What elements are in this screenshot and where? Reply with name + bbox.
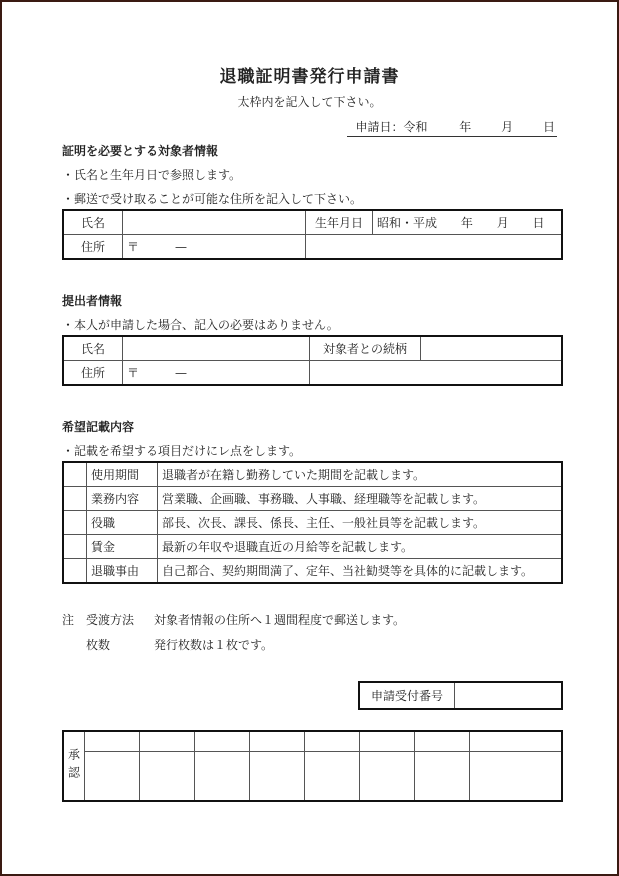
item-label: 退職事由 (87, 559, 158, 584)
birthdate-era: 昭和・平成 (377, 216, 438, 230)
approval-table (62, 730, 563, 802)
section2-title: 提出者情報 (62, 294, 123, 308)
approval-title-cell[interactable] (140, 731, 195, 751)
section2-note: ・本人が申請した場合、記入の必要はありません。 (62, 318, 339, 332)
postal-mark: 〒 (127, 366, 140, 380)
address-field[interactable] (306, 235, 563, 260)
submitter-name-label: 氏名 (63, 336, 123, 361)
delivery-label: 受渡方法 (86, 613, 135, 627)
approval-title-cell[interactable] (195, 731, 250, 751)
approval-stamp-cell[interactable] (470, 751, 563, 801)
section3-note: ・記載を希望する項目だけにレ点をします。 (62, 444, 302, 458)
checkbox-duties[interactable] (63, 487, 87, 511)
target-person-table (62, 209, 563, 260)
approval-title-cell[interactable] (250, 731, 305, 751)
approval-stamp-cell[interactable] (250, 751, 305, 801)
submitter-address-label: 住所 (63, 361, 123, 386)
item-desc: 最新の年収や退職直近の月給等を記載します。 (158, 535, 563, 559)
content-items-table (62, 461, 563, 584)
date-year: 年 (459, 120, 472, 134)
item-desc: 部長、次長、課長、係長、主任、一般社員等を記載します。 (158, 511, 563, 535)
approval-title-cell[interactable] (415, 731, 470, 751)
name-label: 氏名 (63, 210, 123, 235)
birthdate-year: 年 (460, 216, 473, 230)
postal-dash: — (175, 366, 188, 380)
document-subtitle: 太枠内を記入して下さい。 (237, 95, 382, 109)
submitter-name-field[interactable] (123, 336, 310, 361)
reception-number-field[interactable] (455, 682, 563, 709)
approval-stamp-cell[interactable] (85, 751, 140, 801)
section1-note-2: ・郵送で受け取ることが可能な住所を記入して下さい。 (62, 192, 363, 206)
approval-stamp-cell[interactable] (195, 751, 250, 801)
approval-stamp-cell[interactable] (360, 751, 415, 801)
date-label: 申請日：令和 (355, 120, 428, 134)
item-label: 業務内容 (87, 487, 158, 511)
checkbox-wage[interactable] (63, 535, 87, 559)
delivery-text: 対象者情報の住所へ１週間程度で郵送します。 (154, 613, 406, 627)
count-text: 発行枚数は１枚です。 (154, 638, 274, 652)
postal-mark: 〒 (127, 240, 140, 254)
footer-notes (62, 608, 405, 658)
section1-note-1: ・氏名と生年月日で参照します。 (62, 168, 242, 182)
approval-label: 承認 (63, 731, 85, 801)
note-mark: 注 (62, 613, 75, 627)
birthdate-day: 日 (532, 216, 545, 230)
approval-stamp-cell[interactable] (140, 751, 195, 801)
postal-dash: — (175, 240, 188, 254)
checkbox-position[interactable] (63, 511, 87, 535)
submitter-table (62, 335, 563, 386)
approval-title-cell[interactable] (305, 731, 360, 751)
approval-stamp-cell[interactable] (415, 751, 470, 801)
approval-title-cell[interactable] (470, 731, 563, 751)
item-desc: 自己都合、契約期間満了、定年、当社勧奨等を具体的に記載します。 (158, 559, 563, 584)
approval-title-cell[interactable] (85, 731, 140, 751)
submitter-address-field[interactable] (310, 361, 563, 386)
relation-field[interactable] (421, 336, 563, 361)
document-title: 退職証明書発行申請書 (219, 67, 400, 87)
date-month: 月 (501, 120, 514, 134)
name-field[interactable] (123, 210, 306, 235)
postal-code-field[interactable] (123, 235, 306, 260)
submitter-postal-code-field[interactable] (123, 361, 310, 386)
item-desc: 退職者が在籍し勤務していた期間を記載します。 (158, 462, 563, 487)
item-desc: 営業職、企画職、事務職、人事職、経理職等を記載します。 (158, 487, 563, 511)
section1-title: 証明を必要とする対象者情報 (62, 144, 219, 158)
birthdate-label: 生年月日 (306, 210, 373, 235)
birthdate-field[interactable] (373, 210, 563, 235)
item-label: 使用期間 (87, 462, 158, 487)
checkbox-period[interactable] (63, 462, 87, 487)
birthdate-month: 月 (496, 216, 509, 230)
approval-stamp-cell[interactable] (305, 751, 360, 801)
relation-label: 対象者との続柄 (310, 336, 421, 361)
item-label: 役職 (87, 511, 158, 535)
reception-number-table (358, 681, 563, 710)
address-label: 住所 (63, 235, 123, 260)
date-day: 日 (542, 120, 555, 134)
item-label: 賃金 (87, 535, 158, 559)
approval-title-cell[interactable] (360, 731, 415, 751)
application-date (347, 118, 557, 137)
count-label: 枚数 (86, 638, 111, 652)
reception-number-label: 申請受付番号 (359, 682, 455, 709)
section3-title: 希望記載内容 (62, 420, 135, 434)
checkbox-reason[interactable] (63, 559, 87, 584)
